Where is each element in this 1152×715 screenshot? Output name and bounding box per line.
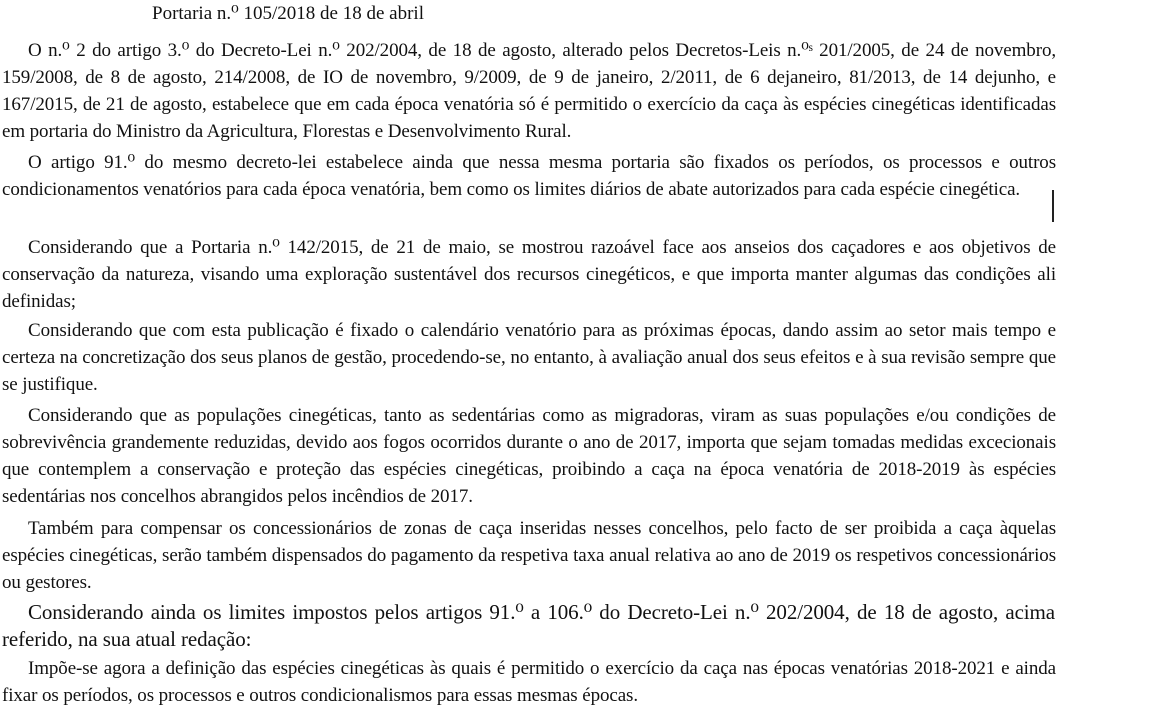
paragraph-2: O artigo 91.⁰ do mesmo decreto-lei estabelece ainda que nessa mesma portaria são fixados os períodos, os processos e outros condicionamentos venatórios para cada época venatória, bem como os limites diários de abate autorizados para cada espécie cinegética. xyxy=(2,152,1056,200)
paragraph-3: Considerando que a Portaria n.⁰ 142/2015, de 21 de maio, se mostrou razoável face aos anseios dos caçadores e aos objetivos de conservação da natureza, visando uma exploração sustentável dos recursos cinegéticos, e que importa manter algumas das condições ali definidas; xyxy=(2,237,1056,312)
document-title: Portaria n.⁰ 105/2018 de 18 de abril xyxy=(152,3,424,24)
paragraph-6: Também para compensar os concessionários de zonas de caça inseridas nesses concelhos, pelo facto de ser proibida a caça àquelas espécies cinegéticas, serão também dispensados do pagamento da respetiva taxa anual relativa ao ano de 2019 os respetivos concessionários ou gestores. xyxy=(2,518,1056,593)
paragraph-5: Considerando que as populações cinegéticas, tanto as sedentárias como as migradoras, viram as suas populações e/ou condições de sobrevivência grandemente reduzidas, devido aos fogos ocorridos durante o ano de 2017, importa que sejam tomadas medidas excecionais que contemplem a conservação e proteção das espécies cinegéticas, proibindo a caça na época venatória de 2018-2019 às espécies sedentárias nos concelhos abrangidos pelos incêndios de 2017. xyxy=(2,405,1056,507)
paragraph-8: Impõe-se agora a definição das espécies cinegéticas às quais é permitido o exercício da caça nas épocas venatórias 2018-2021 e ainda fixar os períodos, os processos e outros condicionalismos para essas mesmas épocas. xyxy=(2,658,1056,706)
scan-edge-mark xyxy=(1052,190,1054,222)
paragraph-1: O n.⁰ 2 do artigo 3.⁰ do Decreto-Lei n.⁰ 202/2004, de 18 de agosto, alterado pelos Decretos-Leis n.⁰ˢ 201/2005, de 24 de novembro, 159/2008, de 8 de agosto, 214/2008, de IO de novembro, 9/2009, de 9 de janeiro, 2/2011, de 6 dejaneiro, 81/2013, de 14 dejunho, e 167/2015, de 21 de agosto, estabelece que em cada época venatória só é permitido o exercício da caça às espécies cinegéticas identificadas em portaria do Ministro da Agricultura, Florestas e Desenvolvimento Rural. xyxy=(2,40,1056,142)
paragraph-7: Considerando ainda os limites impostos pelos artigos 91.⁰ a 106.⁰ do Decreto-Lei n.⁰ 202/2004, de 18 de agosto, acima referido, na sua atual redação: xyxy=(2,600,1055,651)
paragraph-4: Considerando que com esta publicação é fixado o calendário venatório para as próximas épocas, dando assim ao setor mais tempo e certeza na concretização dos seus planos de gestão, procedendo-se, no entanto, à avaliação anual dos seus efeitos e à sua revisão sempre que se justifique. xyxy=(2,320,1056,395)
